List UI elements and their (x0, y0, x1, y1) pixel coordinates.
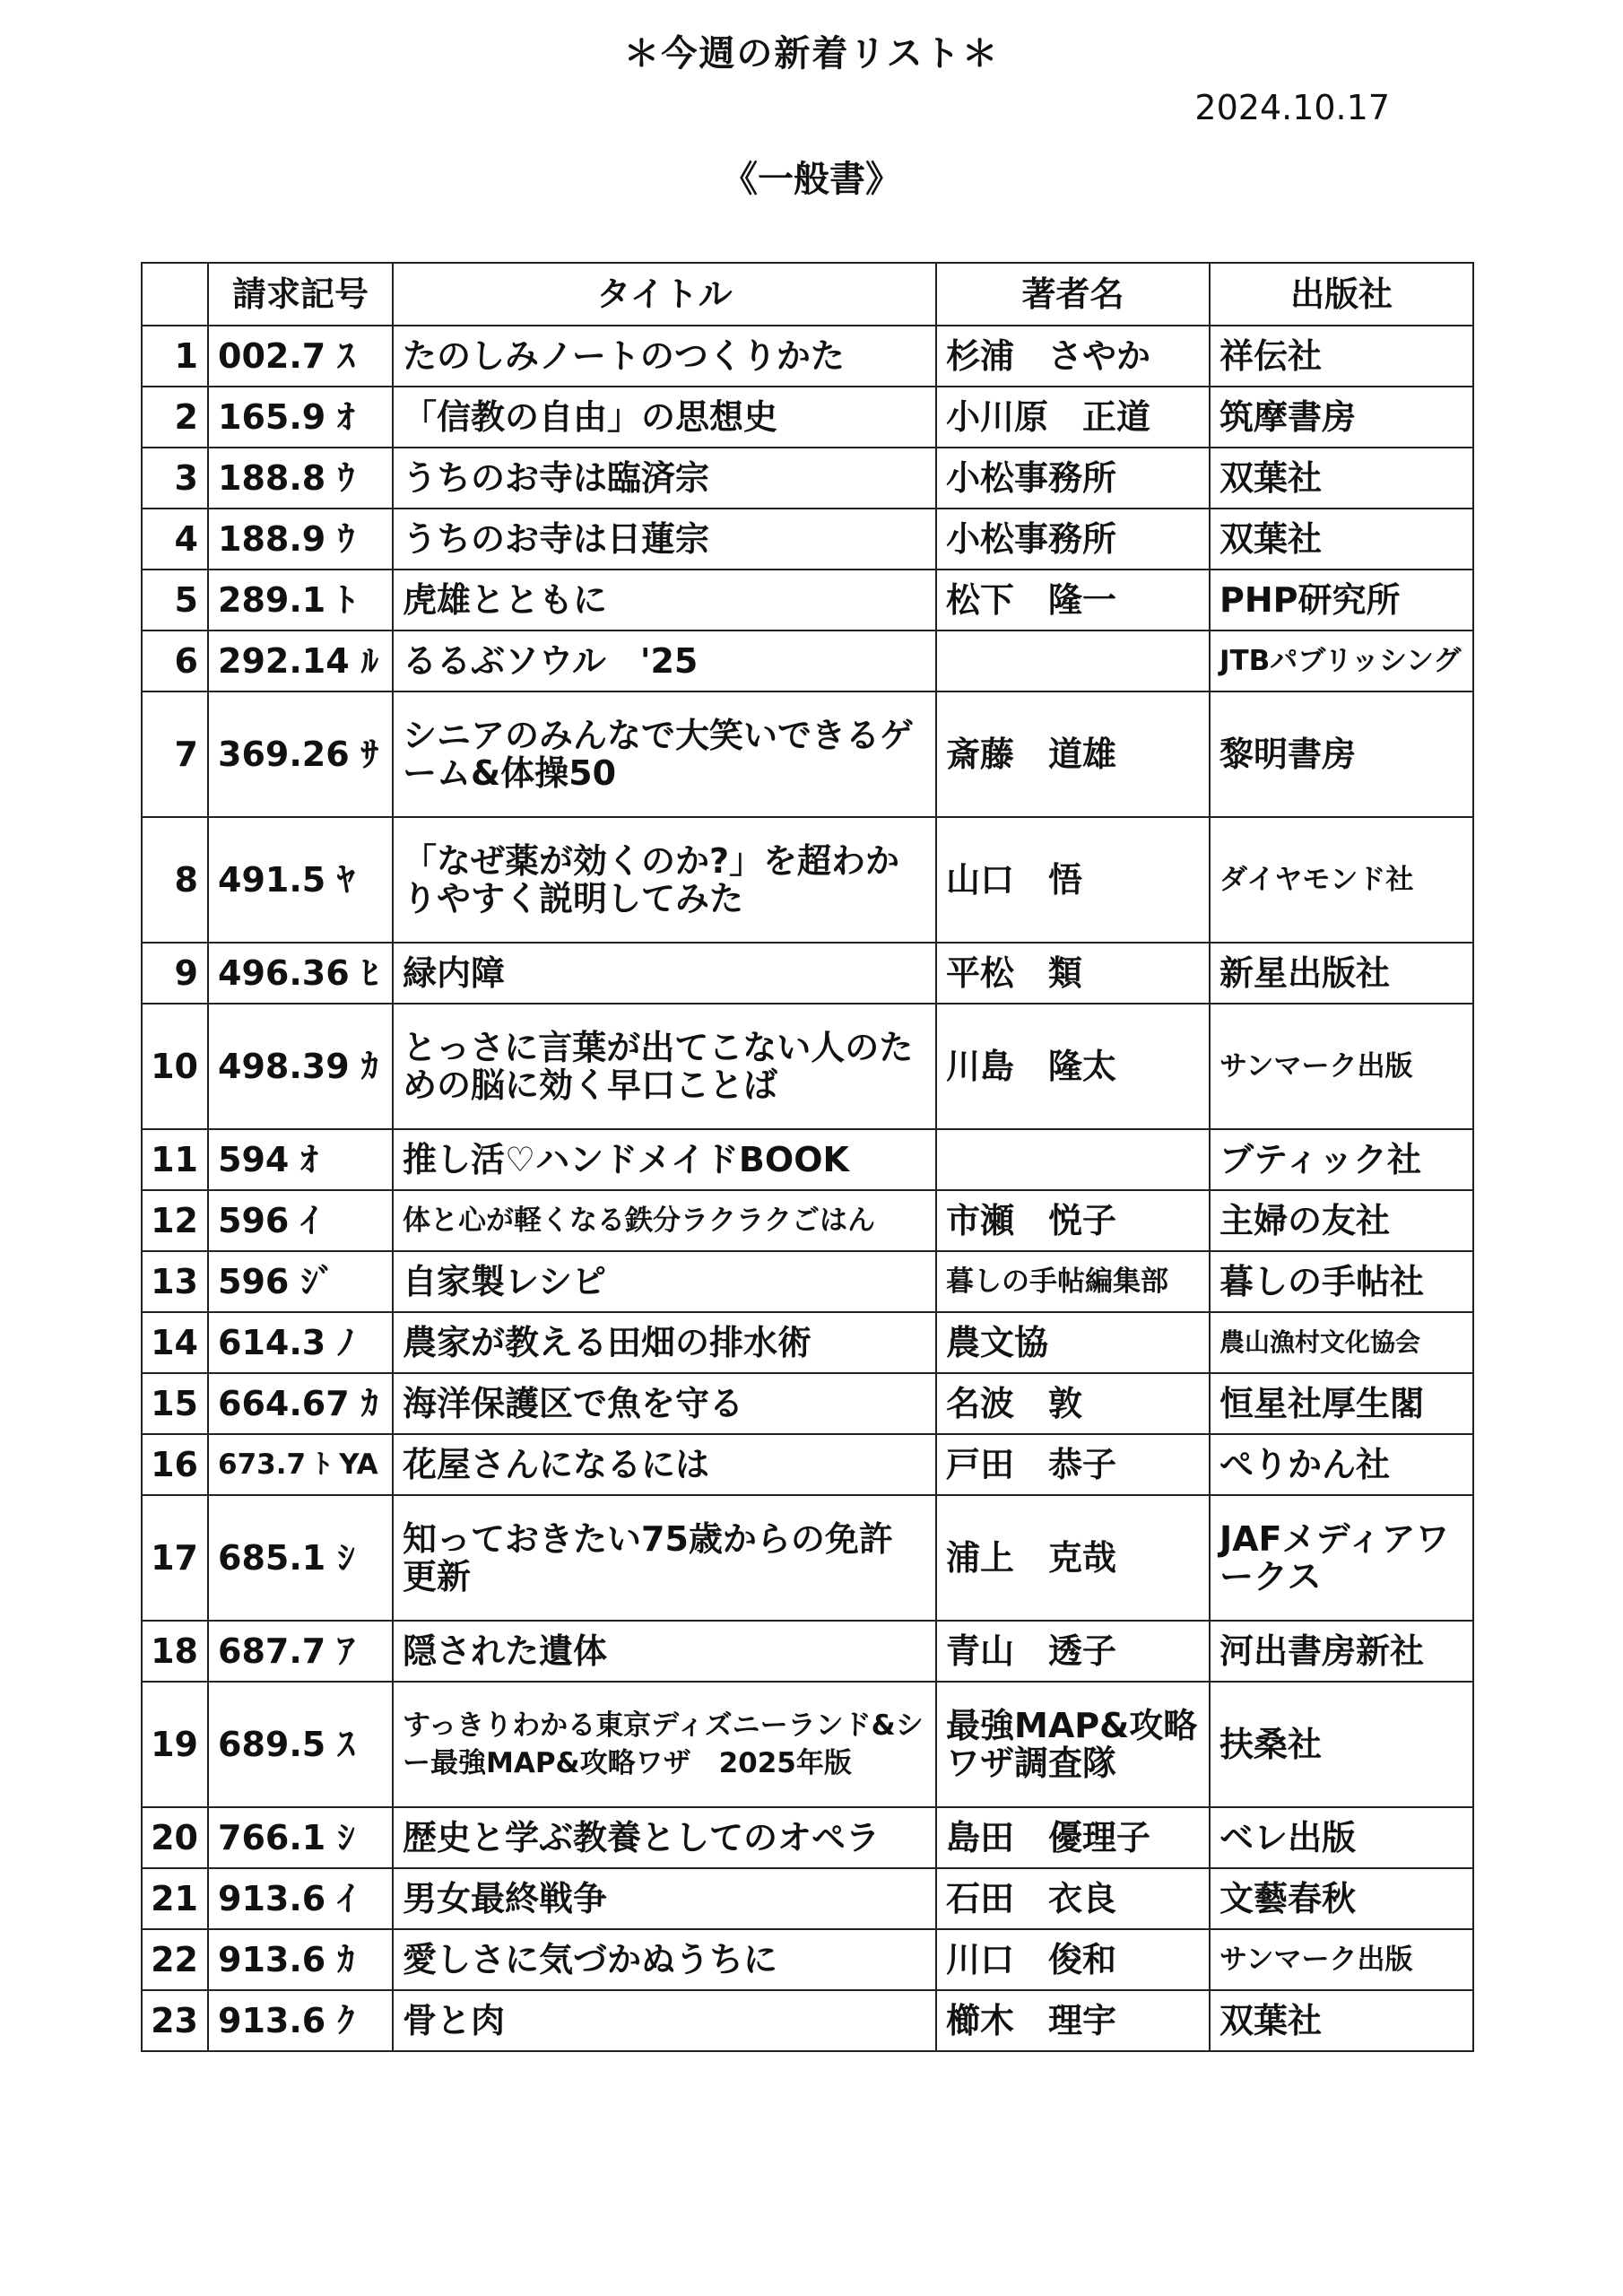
table-row (142, 387, 1473, 448)
cell-publisher: 筑摩書房 (1210, 387, 1473, 448)
cell-author: 石田 衣良 (936, 1868, 1210, 1929)
cell-author: 農文協 (936, 1312, 1210, 1373)
page-title: ＊今週の新着リスト＊ (623, 33, 1000, 74)
cell-call-number: 673.7 ﾄ YA (208, 1434, 393, 1495)
cell-number: 6 (142, 631, 208, 691)
cell-publisher: 暮しの手帖社 (1210, 1251, 1473, 1312)
cell-publisher: 河出書房新社 (1210, 1621, 1473, 1682)
cell-title: 「信教の自由」の思想史 (393, 387, 936, 448)
table-row (142, 1682, 1473, 1807)
cell-title: 体と心が軽くなる鉄分ラクラクごはん (393, 1190, 936, 1251)
cell-title: るるぶソウル '25 (393, 631, 936, 691)
cell-call-number: 188.8 ｳ (208, 448, 393, 509)
cell-call-number: 594 ｵ (208, 1129, 393, 1190)
cell-author: 島田 優理子 (936, 1807, 1210, 1868)
cell-number: 10 (142, 1004, 208, 1129)
cell-author: 名波 敦 (936, 1373, 1210, 1434)
table-row (142, 1807, 1473, 1868)
table-row (142, 1312, 1473, 1373)
col-header-number (142, 263, 208, 326)
section-heading: 《一般書》 (722, 159, 901, 200)
cell-call-number: 913.6 ｸ (208, 1990, 393, 2051)
cell-call-number: 913.6 ｲ (208, 1868, 393, 1929)
cell-call-number: 292.14 ﾙ (208, 631, 393, 691)
cell-publisher: JTBパブリッシング (1210, 631, 1473, 691)
cell-number: 3 (142, 448, 208, 509)
cell-publisher: 扶桑社 (1210, 1682, 1473, 1807)
cell-publisher: ブティック社 (1210, 1129, 1473, 1190)
list-date: 2024.10.17 (1194, 88, 1390, 127)
cell-call-number: 289.1 ﾄ (208, 570, 393, 631)
cell-number: 11 (142, 1129, 208, 1190)
cell-number: 15 (142, 1373, 208, 1434)
cell-title: うちのお寺は臨済宗 (393, 448, 936, 509)
cell-author: 市瀬 悦子 (936, 1190, 1210, 1251)
table-row (142, 691, 1473, 817)
cell-publisher: 祥伝社 (1210, 326, 1473, 387)
cell-number: 7 (142, 691, 208, 817)
cell-call-number: 766.1 ｼ (208, 1807, 393, 1868)
cell-call-number: 913.6 ｶ (208, 1929, 393, 1990)
table-row (142, 1004, 1473, 1129)
table-row (142, 1621, 1473, 1682)
cell-author: 平松 類 (936, 943, 1210, 1004)
cell-number: 1 (142, 326, 208, 387)
cell-publisher: サンマーク出版 (1210, 1929, 1473, 1990)
cell-author: 櫛木 理宇 (936, 1990, 1210, 2051)
cell-publisher: 双葉社 (1210, 509, 1473, 570)
cell-title: シニアのみんなで大笑いできるゲーム&体操50 (393, 691, 936, 817)
cell-call-number: 687.7 ｱ (208, 1621, 393, 1682)
cell-publisher: 双葉社 (1210, 448, 1473, 509)
cell-number: 13 (142, 1251, 208, 1312)
table-row (142, 570, 1473, 631)
cell-author: 戸田 恭子 (936, 1434, 1210, 1495)
cell-number: 21 (142, 1868, 208, 1929)
cell-publisher: 文藝春秋 (1210, 1868, 1473, 1929)
cell-publisher: 主婦の友社 (1210, 1190, 1473, 1251)
table-row (142, 1868, 1473, 1929)
cell-number: 22 (142, 1929, 208, 1990)
cell-title: 男女最終戦争 (393, 1868, 936, 1929)
cell-number: 19 (142, 1682, 208, 1807)
cell-call-number: 369.26 ｻ (208, 691, 393, 817)
cell-author: 小川原 正道 (936, 387, 1210, 448)
cell-author: 最強MAP&攻略ワザ調査隊 (936, 1682, 1210, 1807)
cell-title: 骨と肉 (393, 1990, 936, 2051)
cell-author: 小松事務所 (936, 509, 1210, 570)
cell-call-number: 498.39 ｶ (208, 1004, 393, 1129)
cell-title: とっさに言葉が出てこない人のための脳に効く早口ことば (393, 1004, 936, 1129)
cell-publisher: 双葉社 (1210, 1990, 1473, 2051)
cell-author: 暮しの手帖編集部 (936, 1251, 1210, 1312)
table-header-row (142, 263, 1473, 326)
table-row (142, 509, 1473, 570)
cell-publisher: 新星出版社 (1210, 943, 1473, 1004)
table-row (142, 1373, 1473, 1434)
table-row (142, 1990, 1473, 2051)
cell-call-number: 491.5 ﾔ (208, 817, 393, 943)
cell-title: 緑内障 (393, 943, 936, 1004)
cell-number: 23 (142, 1990, 208, 2051)
cell-publisher: 黎明書房 (1210, 691, 1473, 817)
cell-number: 16 (142, 1434, 208, 1495)
cell-publisher: PHP研究所 (1210, 570, 1473, 631)
cell-title: うちのお寺は日蓮宗 (393, 509, 936, 570)
cell-title: すっきりわかる東京ディズニーランド&シー最強MAP&攻略ワザ 2025年版 (393, 1682, 936, 1807)
cell-number: 14 (142, 1312, 208, 1373)
cell-title: 「なぜ薬が効くのか?」を超わかりやすく説明してみた (393, 817, 936, 943)
col-header-author: 著者名 (936, 263, 1210, 326)
cell-call-number: 188.9 ｳ (208, 509, 393, 570)
col-header-call-number: 請求記号 (208, 263, 393, 326)
cell-publisher: ぺりかん社 (1210, 1434, 1473, 1495)
cell-publisher: ダイヤモンド社 (1210, 817, 1473, 943)
cell-publisher: サンマーク出版 (1210, 1004, 1473, 1129)
table-row (142, 1129, 1473, 1190)
cell-call-number: 664.67 ｶ (208, 1373, 393, 1434)
cell-title: たのしみノートのつくりかた (393, 326, 936, 387)
cell-number: 4 (142, 509, 208, 570)
table-row (142, 1251, 1473, 1312)
cell-publisher: 恒星社厚生閣 (1210, 1373, 1473, 1434)
cell-call-number: 002.7 ｽ (208, 326, 393, 387)
cell-call-number: 614.3 ﾉ (208, 1312, 393, 1373)
table-row (142, 1434, 1473, 1495)
col-header-publisher: 出版社 (1210, 263, 1473, 326)
cell-number: 18 (142, 1621, 208, 1682)
cell-number: 5 (142, 570, 208, 631)
cell-author: 小松事務所 (936, 448, 1210, 509)
table-row (142, 1190, 1473, 1251)
table-row (142, 1929, 1473, 1990)
cell-call-number: 596 ｼﾞ (208, 1251, 393, 1312)
cell-title: 自家製レシピ (393, 1251, 936, 1312)
cell-author: 浦上 克哉 (936, 1495, 1210, 1621)
cell-call-number: 165.9 ｵ (208, 387, 393, 448)
cell-author: 青山 透子 (936, 1621, 1210, 1682)
cell-author: 山口 悟 (936, 817, 1210, 943)
col-header-title: タイトル (393, 263, 936, 326)
cell-number: 17 (142, 1495, 208, 1621)
cell-author (936, 631, 1210, 691)
cell-call-number: 496.36 ﾋ (208, 943, 393, 1004)
cell-number: 8 (142, 817, 208, 943)
cell-title: 愛しさに気づかぬうちに (393, 1929, 936, 1990)
new-arrivals-table (141, 262, 1474, 2052)
cell-publisher: ベレ出版 (1210, 1807, 1473, 1868)
table-row (142, 1495, 1473, 1621)
cell-call-number: 596 ｲ (208, 1190, 393, 1251)
cell-title: 花屋さんになるには (393, 1434, 936, 1495)
cell-title: 虎雄とともに (393, 570, 936, 631)
cell-number: 9 (142, 943, 208, 1004)
cell-author: 川島 隆太 (936, 1004, 1210, 1129)
cell-title: 歴史と学ぶ教養としてのオペラ (393, 1807, 936, 1868)
cell-title: 海洋保護区で魚を守る (393, 1373, 936, 1434)
cell-number: 2 (142, 387, 208, 448)
table-row (142, 448, 1473, 509)
cell-title: 農家が教える田畑の排水術 (393, 1312, 936, 1373)
cell-number: 20 (142, 1807, 208, 1868)
cell-author: 斎藤 道雄 (936, 691, 1210, 817)
cell-title: 知っておきたい75歳からの免許更新 (393, 1495, 936, 1621)
table-row (142, 817, 1473, 943)
cell-title: 推し活♡ハンドメイドBOOK (393, 1129, 936, 1190)
table-row (142, 943, 1473, 1004)
cell-author (936, 1129, 1210, 1190)
cell-publisher: 農山漁村文化協会 (1210, 1312, 1473, 1373)
cell-call-number: 689.5 ｽ (208, 1682, 393, 1807)
cell-title: 隠された遺体 (393, 1621, 936, 1682)
cell-author: 川口 俊和 (936, 1929, 1210, 1990)
cell-publisher: JAFメディアワークス (1210, 1495, 1473, 1621)
cell-author: 松下 隆一 (936, 570, 1210, 631)
table-row (142, 326, 1473, 387)
cell-call-number: 685.1 ｼ (208, 1495, 393, 1621)
table-row (142, 631, 1473, 691)
cell-author: 杉浦 さやか (936, 326, 1210, 387)
cell-number: 12 (142, 1190, 208, 1251)
